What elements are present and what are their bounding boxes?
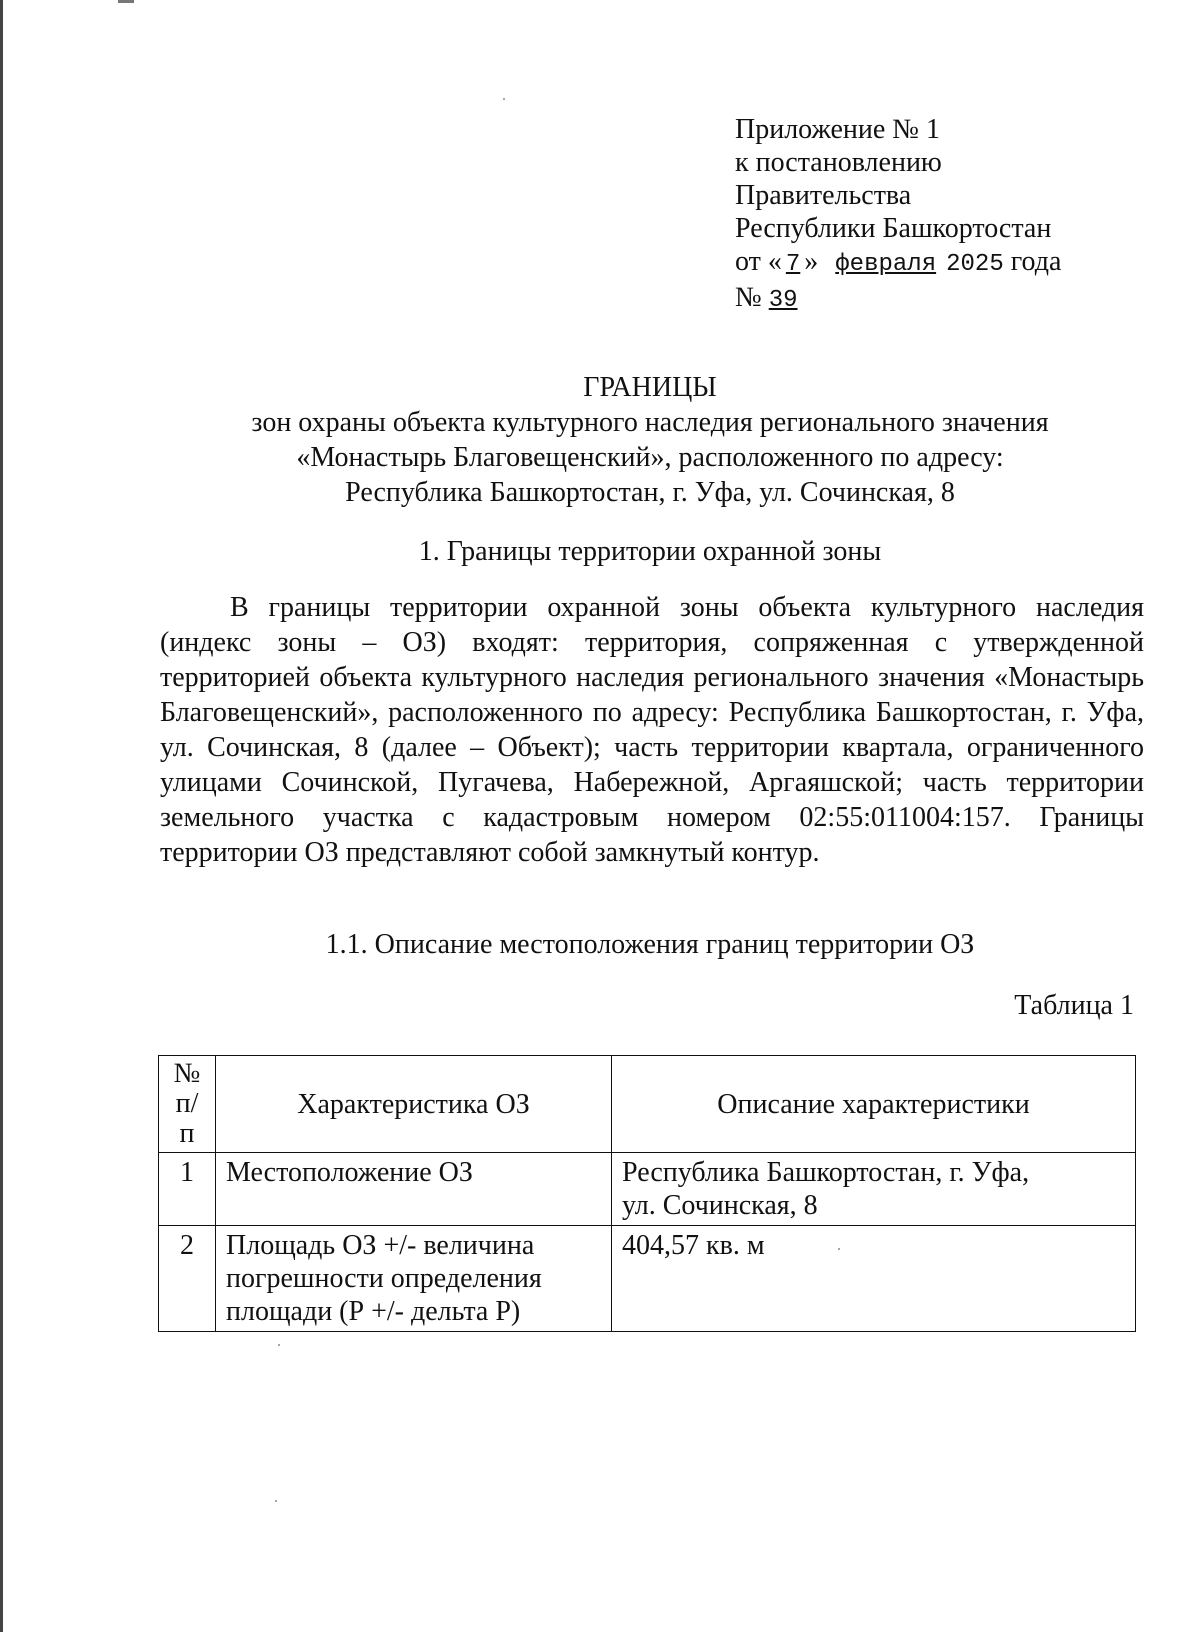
appendix-date-line (735, 245, 1061, 281)
section-1-heading: 1. Границы территории охранной зоны (418, 536, 882, 567)
row-2-attribute-line-2: погрешности определения (226, 1263, 542, 1294)
row-2-number: 2 (159, 1226, 216, 1332)
header-attribute: Характеристика ОЗ (216, 1056, 612, 1153)
date-suffix: года (1010, 246, 1062, 277)
appendix-block (735, 113, 1061, 317)
appendix-line-resolution: к постановлению (735, 147, 942, 178)
table-row (159, 1153, 1136, 1226)
scan-speck (275, 1500, 277, 1502)
scan-mark (118, 0, 134, 3)
header-number (159, 1056, 216, 1153)
row-2-attribute (216, 1226, 612, 1332)
title-line-1: зон охраны объекта культурного наследия регионального значения (251, 407, 1049, 438)
title-line-3: Республика Башкортостан, г. Уфа, ул. Сочинская, 8 (345, 477, 955, 508)
scan-speck (278, 1344, 280, 1346)
scan-edge-line (0, 0, 3, 1632)
header-number-sign: № (173, 1058, 201, 1089)
document-heading: ГРАНИЦЫ (583, 372, 717, 403)
date-prefix: от « (735, 246, 782, 277)
appendix-line-republic: Республики Башкортостан (735, 213, 1052, 244)
header-description: Описание характеристики (612, 1056, 1136, 1153)
table-header-row (159, 1056, 1136, 1153)
table-caption: Таблица 1 (1014, 990, 1134, 1021)
row-1-description-line-2: ул. Сочинская, 8 (622, 1190, 818, 1221)
number-prefix: № (735, 282, 762, 313)
scan-speck (838, 1248, 840, 1250)
date-month: февраля (835, 251, 937, 278)
row-2-attribute-line-1: Площадь ОЗ +/- величина (226, 1230, 535, 1261)
header-number-abbrev: п/п (175, 1088, 199, 1149)
table-row (159, 1226, 1136, 1332)
scan-speck (503, 98, 505, 100)
subsection-1-1-heading: 1.1. Описание местоположения границ территории ОЗ (325, 929, 975, 960)
row-1-description (612, 1153, 1136, 1226)
attributes-table (158, 1055, 1136, 1332)
resolution-number: 39 (768, 287, 798, 314)
date-quote-close: » (804, 246, 819, 277)
date-day: 7 (785, 251, 801, 278)
row-2-attribute-line-3: площади (Р +/- дельта Р) (226, 1296, 521, 1327)
appendix-number-line (735, 281, 1061, 317)
section-1-paragraph: В границы территории охранной зоны объекта культурного наследия (индекс зоны – ОЗ) входят: территория, сопряженная с утвержденной территорией объекта культурного наследия регионального значения «Монастырь Благовещенский», расположенного по адресу: Республика Башкортостан, г. Уфа, ул. Сочинская, 8 (далее – Объект); часть территории квартала, ограниченного улицами Сочинской, Пугачева, Набережной, Аргаяшской; часть территории земельного участка с кадастровым номером 02:55:011004:157. Границы территории ОЗ представляют собой замкнутый контур. (160, 592, 1144, 868)
row-1-number: 1 (159, 1153, 216, 1226)
appendix-line-government: Правительства (735, 180, 912, 211)
date-year: 2025 (946, 251, 1004, 278)
title-line-2: «Монастырь Благовещенский», расположенного по адресу: (296, 442, 1004, 473)
row-1-attribute: Местоположение ОЗ (216, 1153, 612, 1226)
row-1-description-line-1: Республика Башкортостан, г. Уфа, (622, 1157, 1030, 1188)
document-title-block (150, 370, 1150, 510)
appendix-title: Приложение № 1 (735, 114, 940, 145)
row-2-description: 404,57 кв. м (612, 1226, 1136, 1332)
